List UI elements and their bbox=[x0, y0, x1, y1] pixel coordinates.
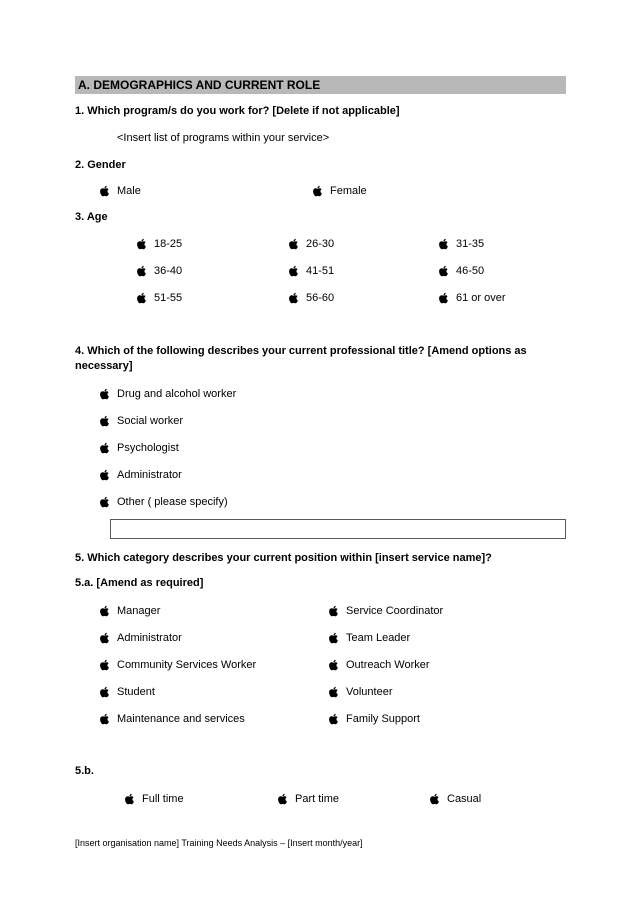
apple-bullet-icon bbox=[125, 793, 134, 805]
option-service-coordinator[interactable] bbox=[329, 604, 443, 618]
apple-bullet-icon bbox=[100, 442, 109, 454]
option-age-56-60[interactable] bbox=[289, 291, 439, 305]
apple-bullet-icon bbox=[313, 185, 322, 197]
option-administrator[interactable] bbox=[100, 468, 182, 482]
option-label: 51-55 bbox=[154, 292, 183, 304]
option-label: Service Coordinator bbox=[346, 605, 444, 617]
apple-bullet-icon bbox=[100, 388, 109, 400]
option-age-41-51[interactable] bbox=[289, 264, 439, 278]
age-options-row-3 bbox=[75, 291, 566, 305]
title-option-row bbox=[75, 468, 566, 482]
apple-bullet-icon bbox=[329, 686, 338, 698]
option-label: Community Services Worker bbox=[117, 659, 257, 671]
gender-options-row bbox=[75, 184, 566, 198]
option-label: Other ( please specify) bbox=[117, 496, 228, 508]
option-casual[interactable] bbox=[430, 792, 481, 806]
question-5a-label: 5.a. [Amend as required] bbox=[75, 577, 204, 589]
apple-bullet-icon bbox=[430, 793, 439, 805]
position-options-row-2 bbox=[75, 631, 566, 645]
option-volunteer[interactable] bbox=[329, 685, 392, 699]
option-full-time[interactable] bbox=[125, 792, 278, 806]
question-3-label: 3. Age bbox=[75, 211, 108, 223]
option-male[interactable] bbox=[100, 184, 313, 198]
option-age-31-35[interactable] bbox=[439, 237, 484, 251]
apple-bullet-icon bbox=[289, 292, 298, 304]
apple-bullet-icon bbox=[329, 713, 338, 725]
option-label: 18-25 bbox=[154, 238, 183, 250]
title-option-row bbox=[75, 414, 566, 428]
option-label: 56-60 bbox=[306, 292, 335, 304]
option-label: Part time bbox=[295, 793, 340, 805]
option-psychologist[interactable] bbox=[100, 441, 179, 455]
position-options-row-3 bbox=[75, 658, 566, 672]
title-option-row bbox=[75, 387, 566, 401]
question-1-placeholder-text: <Insert list of programs within your service> bbox=[117, 132, 330, 144]
option-label: 61 or over bbox=[456, 292, 506, 304]
option-team-leader[interactable] bbox=[329, 631, 410, 645]
apple-bullet-icon bbox=[278, 793, 287, 805]
option-female[interactable] bbox=[313, 184, 367, 198]
option-label: Family Support bbox=[346, 713, 420, 725]
age-options-row-2 bbox=[75, 264, 566, 278]
option-label: 41-51 bbox=[306, 265, 335, 277]
apple-bullet-icon bbox=[439, 292, 448, 304]
apple-bullet-icon bbox=[439, 265, 448, 277]
apple-bullet-icon bbox=[100, 632, 109, 644]
option-student[interactable] bbox=[100, 685, 329, 699]
question-1-label: 1. Which program/s do you work for? [Delete if not applicable] bbox=[75, 105, 400, 117]
apple-bullet-icon bbox=[100, 469, 109, 481]
section-header bbox=[75, 76, 566, 94]
option-label: Female bbox=[330, 185, 367, 197]
apple-bullet-icon bbox=[100, 713, 109, 725]
title-option-row bbox=[75, 441, 566, 455]
option-label: 26-30 bbox=[306, 238, 335, 250]
option-manager[interactable] bbox=[100, 604, 329, 618]
option-label: Casual bbox=[447, 793, 482, 805]
age-options-row-1 bbox=[75, 237, 566, 251]
option-label: 46-50 bbox=[456, 265, 485, 277]
option-label: Psychologist bbox=[117, 442, 179, 454]
option-label: 36-40 bbox=[154, 265, 183, 277]
option-age-51-55[interactable] bbox=[137, 291, 289, 305]
option-maintenance-services[interactable] bbox=[100, 712, 329, 726]
option-label: Social worker bbox=[117, 415, 184, 427]
apple-bullet-icon bbox=[100, 185, 109, 197]
apple-bullet-icon bbox=[100, 496, 109, 508]
position-options-row-5 bbox=[75, 712, 566, 726]
option-label: Manager bbox=[117, 605, 161, 617]
other-specify-input[interactable] bbox=[110, 519, 566, 539]
option-age-26-30[interactable] bbox=[289, 237, 439, 251]
apple-bullet-icon bbox=[137, 292, 146, 304]
document-footer: [Insert organisation name] Training Needs Analysis – [Insert month/year] bbox=[75, 838, 363, 848]
option-label: 31-35 bbox=[456, 238, 485, 250]
option-label: Volunteer bbox=[346, 686, 393, 698]
apple-bullet-icon bbox=[137, 265, 146, 277]
position-options-row-4 bbox=[75, 685, 566, 699]
option-label: Outreach Worker bbox=[346, 659, 430, 671]
option-age-61-over[interactable] bbox=[439, 291, 506, 305]
option-other-specify[interactable] bbox=[100, 495, 228, 509]
option-drug-alcohol-worker[interactable] bbox=[100, 387, 236, 401]
question-4-label: 4. Which of the following describes your current professional title? [Amend options as necessary] bbox=[75, 345, 527, 372]
apple-bullet-icon bbox=[329, 632, 338, 644]
employment-type-row bbox=[75, 792, 566, 806]
option-label: Drug and alcohol worker bbox=[117, 388, 237, 400]
position-options-row-1 bbox=[75, 604, 566, 618]
option-age-18-25[interactable] bbox=[137, 237, 289, 251]
option-outreach-worker[interactable] bbox=[329, 658, 430, 672]
title-option-row bbox=[75, 495, 566, 509]
apple-bullet-icon bbox=[329, 659, 338, 671]
option-label: Male bbox=[117, 185, 141, 197]
apple-bullet-icon bbox=[137, 238, 146, 250]
apple-bullet-icon bbox=[100, 605, 109, 617]
option-label: Team Leader bbox=[346, 632, 411, 644]
apple-bullet-icon bbox=[100, 686, 109, 698]
option-community-services-worker[interactable] bbox=[100, 658, 329, 672]
option-age-46-50[interactable] bbox=[439, 264, 484, 278]
section-header-text: A. DEMOGRAPHICS AND CURRENT ROLE bbox=[78, 78, 321, 92]
question-2-label: 2. Gender bbox=[75, 159, 126, 171]
option-label: Administrator bbox=[117, 632, 182, 644]
option-label: Administrator bbox=[117, 469, 182, 481]
apple-bullet-icon bbox=[289, 265, 298, 277]
option-label: Maintenance and services bbox=[117, 713, 245, 725]
apple-bullet-icon bbox=[100, 415, 109, 427]
option-label: Student bbox=[117, 686, 155, 698]
option-family-support[interactable] bbox=[329, 712, 420, 726]
option-administrator-position[interactable] bbox=[100, 631, 329, 645]
apple-bullet-icon bbox=[100, 659, 109, 671]
apple-bullet-icon bbox=[329, 605, 338, 617]
apple-bullet-icon bbox=[439, 238, 448, 250]
apple-bullet-icon bbox=[289, 238, 298, 250]
question-5b-label: 5.b. bbox=[75, 765, 94, 777]
option-age-36-40[interactable] bbox=[137, 264, 289, 278]
option-part-time[interactable] bbox=[278, 792, 430, 806]
option-label: Full time bbox=[142, 793, 184, 805]
option-social-worker[interactable] bbox=[100, 414, 183, 428]
question-5-label: 5. Which category describes your current position within [insert service name]? bbox=[75, 552, 492, 564]
